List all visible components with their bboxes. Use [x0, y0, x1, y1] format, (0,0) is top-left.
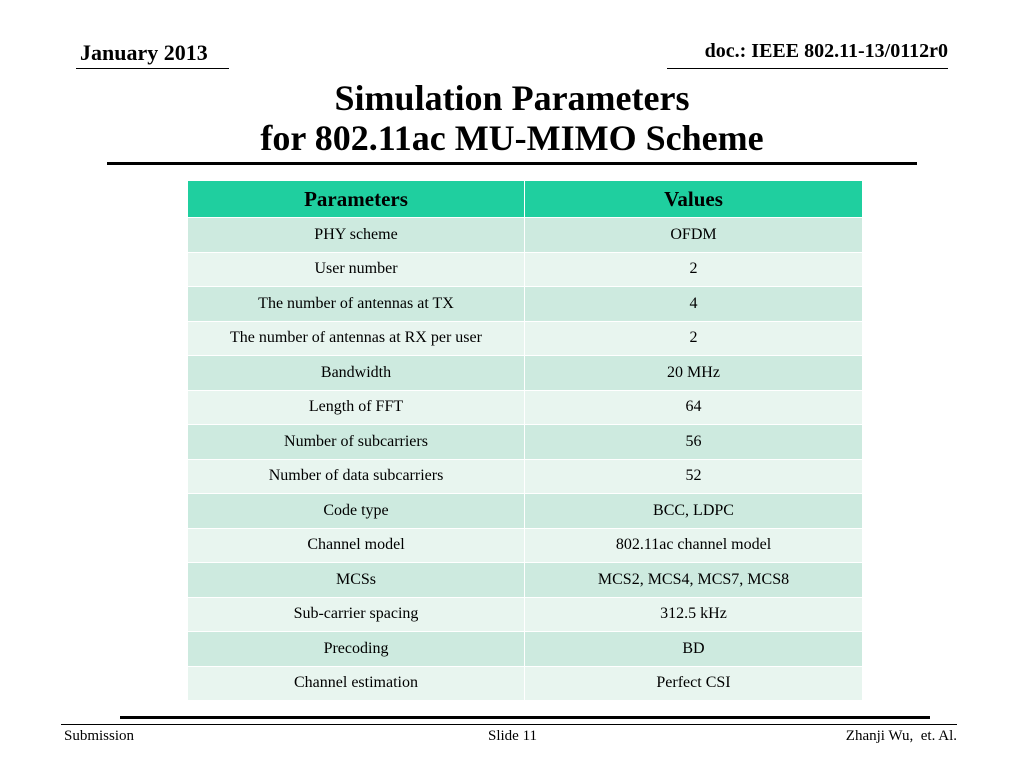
parameter-cell: Sub-carrier spacing: [188, 597, 525, 632]
footer-author: Zhanji Wu, et. Al.: [845, 728, 957, 744]
table-row: [188, 218, 863, 253]
table-row: [188, 632, 863, 667]
value-cell: OFDM: [525, 218, 863, 253]
parameter-cell: Length of FFT: [188, 390, 525, 425]
parameter-cell: MCSs: [188, 563, 525, 598]
value-cell: 2: [525, 321, 863, 356]
column-header-parameters: Parameters: [188, 181, 525, 218]
table-row: [188, 528, 863, 563]
table-row: [188, 321, 863, 356]
parameter-cell: The number of antennas at RX per user: [188, 321, 525, 356]
value-cell: 56: [525, 425, 863, 460]
table-row: [188, 390, 863, 425]
value-cell: BD: [525, 632, 863, 667]
slide-title: [0, 78, 1024, 158]
value-cell: BCC, LDPC: [525, 494, 863, 529]
table-row: [188, 597, 863, 632]
parameters-table: [187, 180, 863, 701]
parameter-cell: Bandwidth: [188, 356, 525, 391]
table-row: [188, 563, 863, 598]
parameter-cell: Number of subcarriers: [188, 425, 525, 460]
value-cell: 2: [525, 252, 863, 287]
slide-title-line1: Simulation Parameters: [334, 78, 690, 118]
table-row: [188, 666, 863, 701]
parameter-cell: Channel estimation: [188, 666, 525, 701]
value-cell: 64: [525, 390, 863, 425]
parameter-cell: Number of data subcarriers: [188, 459, 525, 494]
value-cell: 4: [525, 287, 863, 322]
value-cell: 802.11ac channel model: [525, 528, 863, 563]
parameter-cell: PHY scheme: [188, 218, 525, 253]
parameter-cell: User number: [188, 252, 525, 287]
value-cell: 312.5 kHz: [525, 597, 863, 632]
footer-divider-thin: [61, 724, 957, 725]
value-cell: MCS2, MCS4, MCS7, MCS8: [525, 563, 863, 598]
value-cell: Perfect CSI: [525, 666, 863, 701]
title-divider: [107, 162, 917, 165]
header-date-underline: [76, 68, 229, 69]
table-row: [188, 356, 863, 391]
slide-title-line2: for 802.11ac MU-MIMO Scheme: [260, 118, 764, 158]
table-row: [188, 425, 863, 460]
footer-slide-number: Slide 11: [488, 728, 538, 744]
table-row: [188, 252, 863, 287]
header-doc-underline: [667, 68, 948, 69]
parameter-cell: Code type: [188, 494, 525, 529]
header-date: January 2013: [80, 40, 208, 65]
parameter-cell: Precoding: [188, 632, 525, 667]
parameter-cell: The number of antennas at TX: [188, 287, 525, 322]
header-doc-id: doc.: IEEE 802.11-13/0112r0: [704, 40, 948, 62]
value-cell: 20 MHz: [525, 356, 863, 391]
value-cell: 52: [525, 459, 863, 494]
table-header-row: [188, 181, 863, 218]
table-row: [188, 494, 863, 529]
footer-divider-thick: [120, 716, 930, 719]
footer-submission: Submission: [64, 728, 135, 744]
parameter-cell: Channel model: [188, 528, 525, 563]
column-header-values: Values: [525, 181, 863, 218]
table-row: [188, 459, 863, 494]
table-row: [188, 287, 863, 322]
